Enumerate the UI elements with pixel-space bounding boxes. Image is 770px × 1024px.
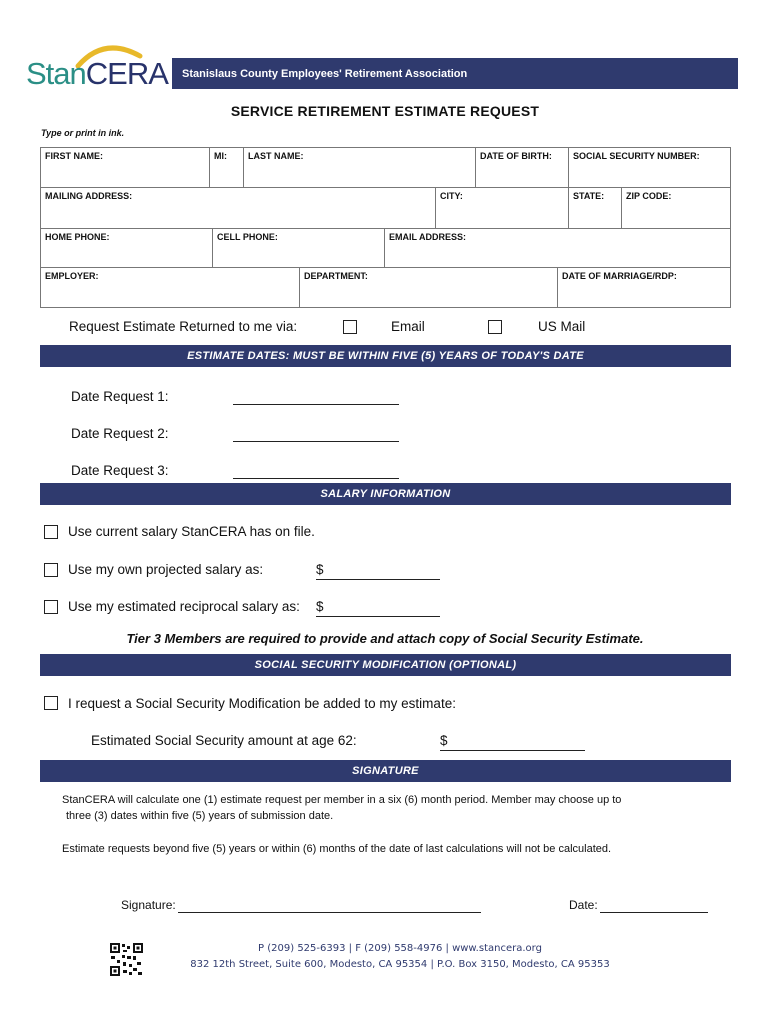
- footer-address: 832 12th Street, Suite 600, Modesto, CA 95354 | P.O. Box 3150, Modesto, CA 95353: [190, 959, 610, 970]
- qr-code-icon: [109, 942, 144, 977]
- employer-field[interactable]: EMPLOYER:: [40, 267, 300, 308]
- logo-wordmark: StanCERA: [26, 56, 168, 91]
- projected-salary-checkbox[interactable]: [44, 563, 58, 577]
- ss-modification-header: SOCIAL SECURITY MODIFICATION (OPTIONAL): [40, 654, 731, 676]
- salary-information-header: SALARY INFORMATION: [40, 483, 731, 505]
- projected-salary-dollar: $: [316, 562, 324, 577]
- tier3-note: Tier 3 Members are required to provide and attach copy of Social Security Estimate.: [126, 631, 644, 646]
- date-line[interactable]: [600, 912, 708, 913]
- estimate-dates-header: ESTIMATE DATES: MUST BE WITHIN FIVE (5) YEARS OF TODAY'S DATE: [40, 345, 731, 367]
- reciprocal-salary-dollar: $: [316, 599, 324, 614]
- ssn-field[interactable]: SOCIAL SECURITY NUMBER:: [568, 147, 731, 188]
- zip-code-field[interactable]: ZIP CODE:: [621, 187, 731, 229]
- footer-contact: P (209) 525-6393 | F (209) 558-4976 | www.stancera.org: [258, 943, 542, 954]
- home-phone-field[interactable]: HOME PHONE:: [40, 228, 213, 268]
- type-note: Type or print in ink.: [41, 128, 125, 138]
- ss-modification-checkbox[interactable]: [44, 696, 58, 710]
- date-of-marriage-field[interactable]: DATE OF MARRIAGE/RDP:: [557, 267, 731, 308]
- return-via-label: Request Estimate Returned to me via:: [69, 319, 298, 334]
- signature-paragraph-2: Estimate requests beyond five (5) years or within (6) months of the date of last calculations will not be calculated.: [62, 843, 612, 855]
- date-request-3-label: Date Request 3:: [71, 463, 169, 478]
- cell-phone-field[interactable]: CELL PHONE:: [212, 228, 385, 268]
- department-field[interactable]: DEPARTMENT:: [299, 267, 558, 308]
- form-title: SERVICE RETIREMENT ESTIMATE REQUEST: [230, 103, 540, 119]
- date-request-3-line[interactable]: [233, 478, 399, 479]
- stancera-logo: [26, 40, 176, 96]
- projected-salary-line[interactable]: [316, 579, 440, 580]
- usmail-option-label: US Mail: [538, 319, 586, 334]
- date-request-1-line[interactable]: [233, 404, 399, 405]
- email-option-label: Email: [391, 319, 425, 334]
- date-label: Date:: [569, 898, 598, 912]
- ss-modification-label: I request a Social Security Modification be added to my estimate:: [68, 696, 456, 711]
- signature-line[interactable]: [178, 912, 481, 913]
- usmail-checkbox[interactable]: [488, 320, 502, 334]
- date-request-2-line[interactable]: [233, 441, 399, 442]
- signature-paragraph-1-line-2: three (3) dates within five (5) years of submission date.: [66, 810, 334, 822]
- ss-amount-line[interactable]: [440, 750, 585, 751]
- reciprocal-salary-checkbox[interactable]: [44, 600, 58, 614]
- date-request-1-label: Date Request 1:: [71, 389, 169, 404]
- middle-initial-field[interactable]: MI:: [209, 147, 244, 188]
- ss-amount-dollar: $: [440, 733, 448, 748]
- first-name-field[interactable]: FIRST NAME:: [40, 147, 210, 188]
- reciprocal-salary-label: Use my estimated reciprocal salary as:: [68, 599, 300, 614]
- date-of-birth-field[interactable]: DATE OF BIRTH:: [475, 147, 569, 188]
- current-salary-checkbox[interactable]: [44, 525, 58, 539]
- email-address-field[interactable]: EMAIL ADDRESS:: [384, 228, 731, 268]
- reciprocal-salary-line[interactable]: [316, 616, 440, 617]
- signature-paragraph-1-line-1: StanCERA will calculate one (1) estimate request per member in a six (6) month period. Member may choose up to: [62, 794, 622, 806]
- date-request-2-label: Date Request 2:: [71, 426, 169, 441]
- city-field[interactable]: CITY:: [435, 187, 569, 229]
- ss-amount-label: Estimated Social Security amount at age 62:: [91, 733, 357, 748]
- signature-label: Signature:: [121, 898, 176, 912]
- projected-salary-label: Use my own projected salary as:: [68, 562, 264, 577]
- state-field[interactable]: STATE:: [568, 187, 622, 229]
- last-name-field[interactable]: LAST NAME:: [243, 147, 476, 188]
- mailing-address-field[interactable]: MAILING ADDRESS:: [40, 187, 436, 229]
- header-banner: Stanislaus County Employees' Retirement Association: [172, 58, 738, 89]
- email-checkbox[interactable]: [343, 320, 357, 334]
- current-salary-label: Use current salary StanCERA has on file.: [68, 524, 315, 539]
- signature-header: SIGNATURE: [40, 760, 731, 782]
